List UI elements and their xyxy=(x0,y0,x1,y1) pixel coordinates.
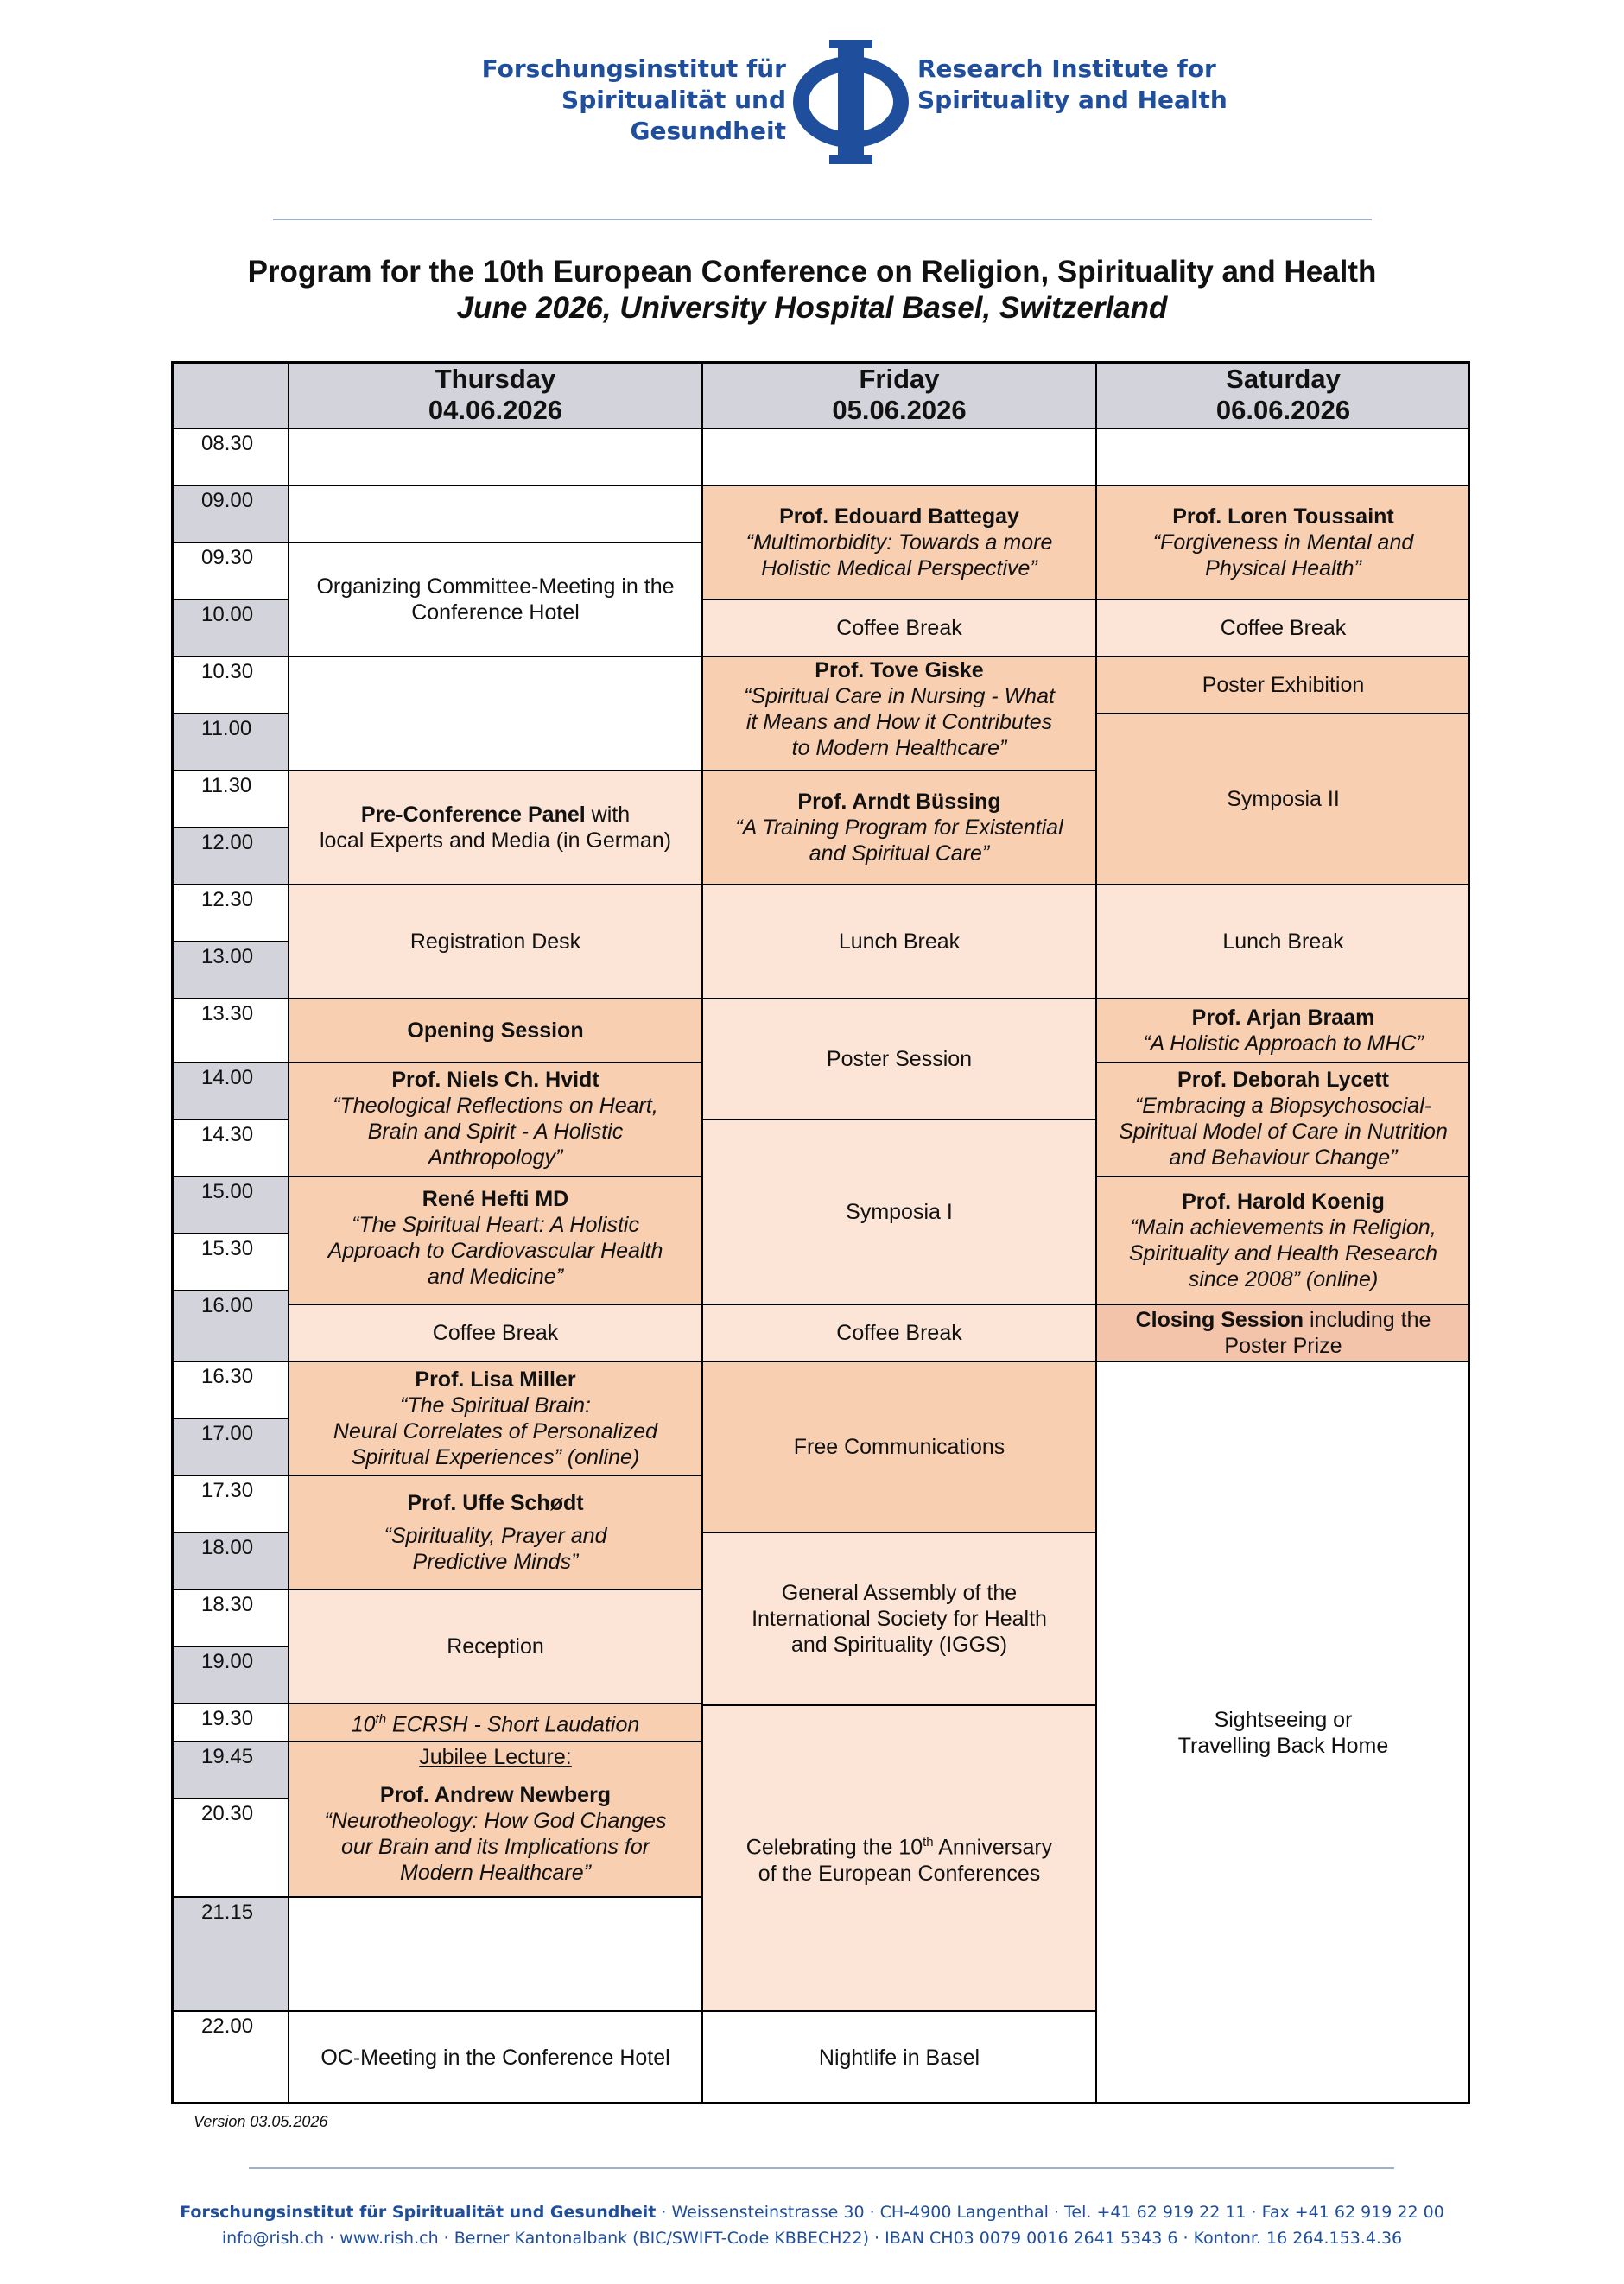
time-slot-label: 19.45 xyxy=(171,1742,289,1799)
event-text: Nightlife in Basel xyxy=(818,2046,980,2070)
thursday-opening-session xyxy=(289,999,702,1063)
event-text xyxy=(1136,1307,1431,1333)
day-name: Thursday xyxy=(435,364,556,394)
saturday-closing-session xyxy=(1096,1304,1470,1361)
speaker-name: René Hefti MD xyxy=(422,1187,569,1211)
thursday-schoedt-talk xyxy=(289,1475,702,1589)
event-text-line2: Travelling Back Home xyxy=(1177,1734,1389,1758)
friday-symposia-i xyxy=(702,1120,1096,1304)
event-text-line1: Sightseeing or xyxy=(1214,1708,1353,1732)
friday-poster-session xyxy=(702,999,1096,1120)
event-text: Reception xyxy=(447,1634,544,1659)
saturday-lycett-talk xyxy=(1096,1063,1470,1177)
day-header-friday xyxy=(702,361,1096,428)
saturday-symposia-ii xyxy=(1096,714,1470,885)
thursday-coffee-break xyxy=(289,1304,702,1361)
event-title: Opening Session xyxy=(407,1018,584,1043)
event-text: Lunch Break xyxy=(838,929,961,954)
event-text xyxy=(361,802,630,828)
event-text: Symposia II xyxy=(1227,787,1340,811)
speaker-name: Prof. Loren Toussaint xyxy=(1172,504,1394,529)
time-slot-label: 18.00 xyxy=(171,1532,289,1589)
speaker-name: Prof. Uffe Schødt xyxy=(407,1491,584,1515)
speaker-name: Prof. Harold Koenig xyxy=(1182,1190,1385,1214)
saturday-koenig-talk xyxy=(1096,1177,1470,1304)
talk-title: “Neurotheology: How God Changes our Brain and its Implications for Modern Healthcare” xyxy=(324,1809,667,1885)
footer-contact: info@rish.ch · www.rish.ch · Berner Kantonalbank (BIC/SWIFT-Code KBBECH22) · IBAN CH03 0079 0016 2641 5343 6 · Kontonr. 16 264.153.4.36 xyxy=(221,2229,1403,2248)
time-slot-label: 11.30 xyxy=(171,771,289,828)
friday-nightlife xyxy=(702,2011,1096,2104)
program-table xyxy=(171,361,1470,2104)
footer-address-rest: · Weissensteinstrasse 30 · CH-4900 Langenthal · Tel. +41 62 919 22 11 · Fax +41 62 919 22 00 xyxy=(656,2203,1444,2222)
speaker-name: Prof. Tove Giske xyxy=(815,658,984,682)
institute-name-de xyxy=(458,54,786,147)
time-slot-label: 20.30 xyxy=(171,1799,289,1897)
time-slot-label: 17.00 xyxy=(171,1418,289,1475)
day-name: Friday xyxy=(859,364,940,394)
event-title: Closing Session xyxy=(1135,1308,1304,1332)
time-slot-label: 21.15 xyxy=(171,1897,289,2011)
phi-logo-icon xyxy=(786,38,916,166)
event-text: Poster Session xyxy=(826,1047,973,1071)
day-date: 05.06.2026 xyxy=(832,395,967,425)
time-slot-label: 15.30 xyxy=(171,1234,289,1291)
friday-battegay-talk xyxy=(702,485,1096,600)
event-text-line2: local Experts and Media (in German) xyxy=(319,828,672,853)
saturday-lunch-break xyxy=(1096,885,1470,999)
time-slot-label: 09.00 xyxy=(171,485,289,542)
event-text: Registration Desk xyxy=(409,929,581,954)
saturday-slot-empty xyxy=(1096,428,1470,485)
celebrate-sup: th xyxy=(923,1835,934,1850)
talk-title: “Forgiveness in Mental and Physical Health” xyxy=(1152,530,1414,581)
thursday-slot-empty xyxy=(289,428,702,485)
laudation-text: ECRSH - Short Laudation xyxy=(386,1712,640,1737)
time-slot-label: 18.30 xyxy=(171,1589,289,1646)
celebrate-text: Celebrating the 10 xyxy=(745,1835,923,1860)
thursday-jubilee-lecture xyxy=(289,1742,702,1897)
day-date: 04.06.2026 xyxy=(428,395,563,425)
event-text: General Assembly of the International Society for Health and Spirituality (IGGS) xyxy=(752,1581,1047,1657)
time-slot-label: 16.00 xyxy=(171,1291,289,1361)
event-text: Symposia I xyxy=(846,1200,953,1224)
friday-giske-talk xyxy=(702,657,1096,771)
thursday-preconference-panel xyxy=(289,771,702,885)
talk-title: “Multimorbidity: Towards a more Holistic Medical Perspective” xyxy=(745,530,1053,581)
talk-title: “Spiritual Care in Nursing - What it Means and How it Contributes to Modern Healthcare” xyxy=(744,684,1055,760)
thursday-oc-meeting xyxy=(289,2011,702,2104)
laudation-number: 10 xyxy=(351,1712,376,1737)
time-slot-label: 19.00 xyxy=(171,1646,289,1703)
talk-title: “The Spiritual Heart: A Holistic Approach to Cardiovascular Health and Medicine” xyxy=(327,1213,663,1289)
thursday-committee-meeting xyxy=(289,542,702,657)
celebrate-rest: Anniversary xyxy=(933,1835,1053,1860)
footer-org: Forschungsinstitut für Spiritualität und Gesundheit xyxy=(180,2203,657,2222)
speaker-name: Prof. Niels Ch. Hvidt xyxy=(391,1068,599,1092)
event-text-rest: including the xyxy=(1304,1308,1431,1332)
time-slot-label: 10.30 xyxy=(171,657,289,714)
talk-title: “A Holistic Approach to MHC” xyxy=(1143,1031,1424,1056)
event-text: Free Communications xyxy=(793,1435,1005,1459)
talk-title: “Spirituality, Prayer and Predictive Minds” xyxy=(384,1524,607,1574)
version-note: Version 03.05.2026 xyxy=(193,2113,328,2130)
footer-divider xyxy=(249,2167,1394,2169)
time-slot-label: 14.00 xyxy=(171,1063,289,1120)
friday-lunch-break xyxy=(702,885,1096,999)
talk-title: “Theological Reflections on Heart, Brain and Spirit - A Holistic Anthropology” xyxy=(333,1094,658,1170)
friday-coffee-break-afternoon xyxy=(702,1304,1096,1361)
thursday-registration-desk xyxy=(289,885,702,999)
time-slot-label: 10.00 xyxy=(171,600,289,657)
event-text xyxy=(746,1830,1052,1860)
day-header-thursday xyxy=(289,361,702,428)
thursday-slot-empty xyxy=(289,485,702,542)
talk-title-line1: “The Spiritual Brain: xyxy=(400,1393,591,1418)
event-text-line2: Poster Prize xyxy=(1224,1334,1342,1358)
thursday-slot-empty xyxy=(289,1897,702,2011)
friday-buessing-talk xyxy=(702,771,1096,885)
event-text: Lunch Break xyxy=(1222,929,1344,954)
friday-slot-empty xyxy=(702,428,1096,485)
jubilee-label: Jubilee Lecture: xyxy=(419,1745,572,1769)
institute-en-line1: Research Institute for xyxy=(917,54,1216,83)
event-text: Organizing Committee-Meeting in the Conference Hotel xyxy=(316,574,675,625)
time-header-corner xyxy=(171,361,289,428)
laudation-sup: th xyxy=(375,1712,387,1728)
event-text: Coffee Break xyxy=(836,616,962,640)
saturday-braam-talk xyxy=(1096,999,1470,1063)
event-text: Poster Exhibition xyxy=(1202,673,1365,697)
event-title: Pre-Conference Panel xyxy=(360,803,586,827)
time-slot-label: 08.30 xyxy=(171,428,289,485)
speaker-name: Prof. Arjan Braam xyxy=(1191,1006,1375,1030)
event-text xyxy=(352,1707,640,1737)
institute-en-line2: Spirituality and Health xyxy=(917,86,1228,114)
saturday-sightseeing xyxy=(1096,1361,1470,2104)
talk-title: “Embracing a Biopsychosocial-Spiritual Model of Care in Nutrition and Behaviour Change” xyxy=(1119,1094,1448,1170)
page-title: Program for the 10th European Conference on Religion, Spirituality and Health xyxy=(247,255,1377,289)
day-date: 06.06.2026 xyxy=(1215,395,1351,425)
talk-title: “A Training Program for Existential and Spiritual Care” xyxy=(735,815,1063,866)
thursday-reception xyxy=(289,1589,702,1703)
time-slot-label: 19.30 xyxy=(171,1703,289,1742)
event-text: Coffee Break xyxy=(1220,616,1347,640)
time-slot-label: 13.30 xyxy=(171,999,289,1063)
thursday-short-laudation xyxy=(289,1703,702,1742)
saturday-poster-exhibition xyxy=(1096,657,1470,714)
event-text: Coffee Break xyxy=(836,1321,962,1345)
time-slot-label: 12.00 xyxy=(171,828,289,885)
speaker-name: Prof. Arndt Büssing xyxy=(797,790,1001,814)
institute-de-line1: Forschungsinstitut für xyxy=(481,54,786,83)
talk-title: “Main achievements in Religion, Spirituality and Health Research since 2008” (online) xyxy=(1128,1215,1438,1291)
friday-coffee-break xyxy=(702,600,1096,657)
speaker-name: Prof. Lisa Miller xyxy=(415,1367,576,1392)
event-text: Coffee Break xyxy=(432,1321,559,1345)
institute-name-en xyxy=(917,54,1280,116)
footer-address xyxy=(0,2201,1624,2224)
friday-general-assembly xyxy=(702,1532,1096,1705)
time-slot-label: 12.30 xyxy=(171,885,289,942)
time-slot-label: 13.00 xyxy=(171,942,289,999)
header-divider xyxy=(273,219,1372,220)
speaker-name: Prof. Andrew Newberg xyxy=(379,1783,612,1807)
thursday-miller-talk xyxy=(289,1361,702,1475)
speaker-name: Prof. Edouard Battegay xyxy=(779,504,1019,529)
event-text: OC-Meeting in the Conference Hotel xyxy=(320,2046,670,2070)
event-text-rest: with xyxy=(585,803,631,827)
time-slot-label: 22.00 xyxy=(171,2011,289,2104)
thursday-hefti-talk xyxy=(289,1177,702,1304)
event-text-line2: of the European Conferences xyxy=(758,1861,1041,1886)
time-slot-label: 17.30 xyxy=(171,1475,289,1532)
time-slot-label: 09.30 xyxy=(171,542,289,600)
friday-anniversary-celebration xyxy=(702,1705,1096,2011)
saturday-toussaint-talk xyxy=(1096,485,1470,600)
time-slot-label: 15.00 xyxy=(171,1177,289,1234)
time-slot-label: 14.30 xyxy=(171,1120,289,1177)
time-slot-label: 11.00 xyxy=(171,714,289,771)
saturday-coffee-break xyxy=(1096,600,1470,657)
page-subtitle: June 2026, University Hospital Basel, Switzerland xyxy=(456,291,1168,325)
time-slot-label: 16.30 xyxy=(171,1361,289,1418)
institute-de-line2: Spiritualität und Gesundheit xyxy=(561,86,786,145)
day-name: Saturday xyxy=(1226,364,1341,394)
thursday-slot-empty xyxy=(289,657,702,771)
speaker-name: Prof. Deborah Lycett xyxy=(1177,1068,1389,1092)
talk-title-line2: Neural Correlates of Personalized Spiritual Experiences” (online) xyxy=(333,1419,658,1469)
thursday-hvidt-talk xyxy=(289,1063,702,1177)
day-header-saturday xyxy=(1096,361,1470,428)
friday-free-communications xyxy=(702,1361,1096,1532)
